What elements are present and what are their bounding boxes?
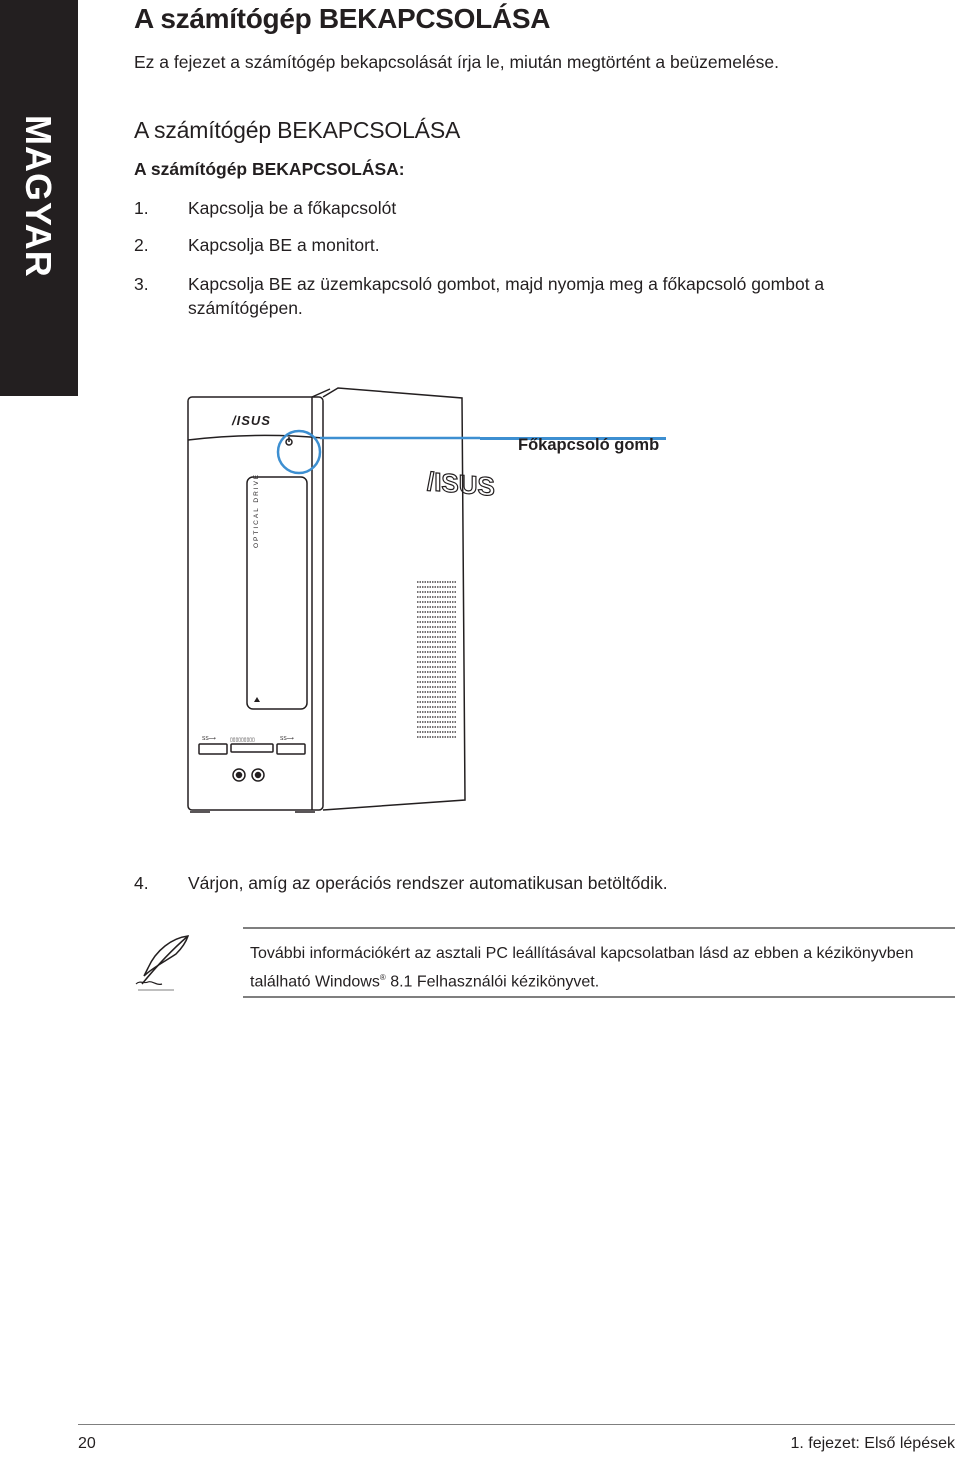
note-text-main: További információkért az asztali PC leállításával kapcsolatban lásd az ebben a kézikönyvben található Windows xyxy=(250,945,914,991)
step-text: Kapcsolja BE a monitort. xyxy=(188,235,380,255)
power-button-callout-circle xyxy=(278,431,320,473)
step-number: 1. xyxy=(134,198,149,218)
optical-drive-label: OPTICAL DRIVE xyxy=(253,472,260,548)
language-label: MAGYAR xyxy=(18,115,59,278)
step-number: 4. xyxy=(134,873,149,893)
svg-text:▯▯▯▯▯▯▯▯▯: ▯▯▯▯▯▯▯▯▯ xyxy=(230,737,255,743)
note-rule-bottom xyxy=(243,996,955,998)
desktop-pc-illustration xyxy=(180,380,495,830)
note-rule-top xyxy=(243,927,955,929)
step-text: Kapcsolja be a főkapcsolót xyxy=(188,198,397,218)
intro-text: Ez a fejezet a számítógép bekapcsolását írja le, miután megtörtént a beüzemelése. xyxy=(134,52,779,72)
note-text-end: 8.1 Felhasználói kézikönyvet. xyxy=(385,973,600,991)
svg-text:SS⟶: SS⟶ xyxy=(202,736,216,742)
side-brand-logo: /ISUS xyxy=(427,466,495,502)
page-number: 20 xyxy=(78,1435,96,1452)
note-feather-icon xyxy=(134,932,194,992)
step-text: Várjon, amíg az operációs rendszer automatikusan betöltődik. xyxy=(188,873,668,893)
step-number: 2. xyxy=(134,235,149,255)
registered-mark: ® xyxy=(379,973,386,982)
chapter-label: 1. fejezet: Első lépések xyxy=(790,1435,955,1452)
step-text: Kapcsolja BE az üzemkapcsoló gombot, majd nyomja meg a főkapcsoló gombot a számítógépen. xyxy=(188,274,825,318)
eject-icon xyxy=(254,697,260,702)
svg-text:SS⟶: SS⟶ xyxy=(280,736,294,742)
language-side-tab xyxy=(0,0,78,396)
svg-text:/ISUS: /ISUS xyxy=(232,413,271,428)
section-title: A számítógép BEKAPCSOLÁSA xyxy=(134,117,461,143)
footer-rule xyxy=(78,1424,955,1425)
note-text xyxy=(250,942,950,994)
power-button-callout-label: Főkapcsoló gomb xyxy=(518,436,660,454)
step-number: 3. xyxy=(134,274,149,294)
page-title: A számítógép BEKAPCSOLÁSA xyxy=(134,3,551,34)
section-subheading: A számítógép BEKAPCSOLÁSA: xyxy=(134,159,405,179)
